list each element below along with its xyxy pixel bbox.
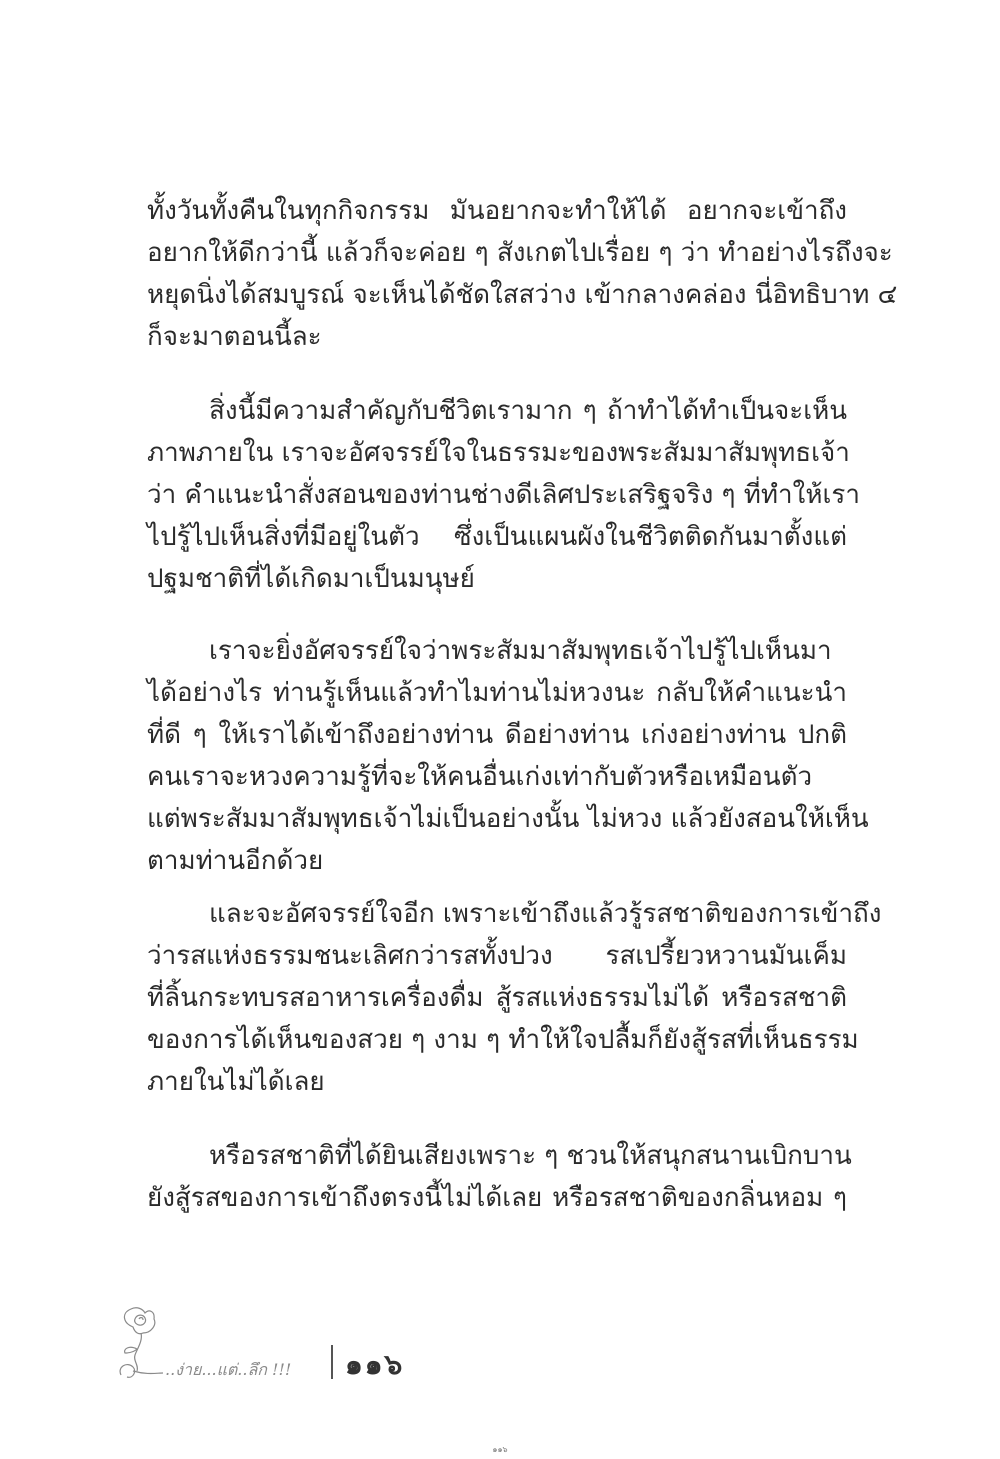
text-line: ที่ดี ๆ ให้เราได้เข้าถึงอย่างท่าน ดีอย่างท่าน เก่งอย่างท่าน ปกติ (147, 720, 847, 750)
text-line: ตามท่านอีกด้วย (147, 846, 324, 876)
text-line: ของการได้เห็นของสวย ๆ งาม ๆ ทำให้ใจปลื้มก็ยังสู้รสที่เห็นธรรม (147, 1025, 859, 1055)
paragraph-5 (147, 1135, 852, 1219)
paragraph-4 (147, 893, 882, 1103)
text-line: ได้อย่างไร ท่านรู้เห็นแล้วทำไมท่านไม่หวงนะ กลับให้คำแนะนำ (147, 678, 847, 708)
text-line: ภายในไม่ได้เลย (147, 1067, 325, 1097)
paragraph-1 (147, 190, 898, 358)
bottom-page-mark: ๑๑๖ (492, 1445, 508, 1454)
paragraph-3 (147, 630, 869, 882)
body-text-4 (147, 893, 882, 1103)
text-line: ทั้งวันทั้งคืนในทุกกิจกรรม มันอยากจะทำให้ได้ อยากจะเข้าถึง (147, 196, 847, 226)
book-title: ..ง่าย...แต่..ลึก !!! (165, 1360, 292, 1379)
text-line: หยุดนิ่งได้สมบูรณ์ จะเห็นได้ชัดใสสว่าง เข้ากลางคล่อง นี่อิทธิบาท ๔ (147, 280, 898, 310)
rose-icon (113, 1305, 328, 1385)
footer-divider (331, 1345, 333, 1379)
text-line: ว่ารสแห่งธรรมชนะเลิศกว่ารสทั้งปวง รสเปรี้ยวหวานมันเค็ม (147, 941, 847, 971)
body-text (147, 190, 898, 358)
page-number: ๑๑๖ (345, 1348, 405, 1381)
text-line: ว่า คำแนะนำสั่งสอนของท่านช่างดีเลิศประเสริฐจริง ๆ ที่ทำให้เรา (147, 480, 860, 510)
text-line: หรือรสชาติที่ได้ยินเสียงเพราะ ๆ ชวนให้สนุกสนานเบิกบาน (209, 1141, 852, 1171)
body-text-3 (147, 630, 869, 882)
page-footer (113, 1305, 533, 1385)
text-line: ยังสู้รสของการเข้าถึงตรงนี้ไม่ได้เลย หรือรสชาติของกลิ่นหอม ๆ (147, 1183, 847, 1213)
text-line: คนเราจะหวงความรู้ที่จะให้คนอื่นเก่งเท่ากับตัวหรือเหมือนตัว (147, 762, 813, 792)
text-line: สิ่งนี้มีความสำคัญกับชีวิตเรามาก ๆ ถ้าทำได้ทำเป็นจะเห็น (209, 396, 847, 426)
text-line: ที่ลิ้นกระทบรสอาหารเครื่องดื่ม สู้รสแห่งธรรมไม่ได้ หรือรสชาติ (147, 983, 847, 1013)
text-line: ปฐมชาติที่ได้เกิดมาเป็นมนุษย์ (147, 564, 475, 594)
text-line: และจะอัศจรรย์ใจอีก เพราะเข้าถึงแล้วรู้รสชาติของการเข้าถึง (209, 899, 882, 929)
text-line: ไปรู้ไปเห็นสิ่งที่มีอยู่ในตัว ซึ่งเป็นแผนผังในชีวิตติดกันมาตั้งแต่ (147, 522, 847, 552)
text-line: ก็จะมาตอนนี้ละ (147, 322, 322, 352)
text-line: อยากให้ดีกว่านี้ แล้วก็จะค่อย ๆ สังเกตไปเรื่อย ๆ ว่า ทำอย่างไรถึงจะ (147, 238, 893, 268)
text-line: ภาพภายใน เราจะอัศจรรย์ใจในธรรมะของพระสัมมาสัมพุทธเจ้า (147, 438, 850, 468)
body-text-5 (147, 1135, 852, 1219)
paragraph-2 (147, 390, 860, 600)
text-line: แต่พระสัมมาสัมพุทธเจ้าไม่เป็นอย่างนั้น ไม่หวง แล้วยังสอนให้เห็น (147, 804, 869, 834)
body-text-2 (147, 390, 860, 600)
text-line: เราจะยิ่งอัศจรรย์ใจว่าพระสัมมาสัมพุทธเจ้าไปรู้ไปเห็นมา (209, 636, 832, 666)
